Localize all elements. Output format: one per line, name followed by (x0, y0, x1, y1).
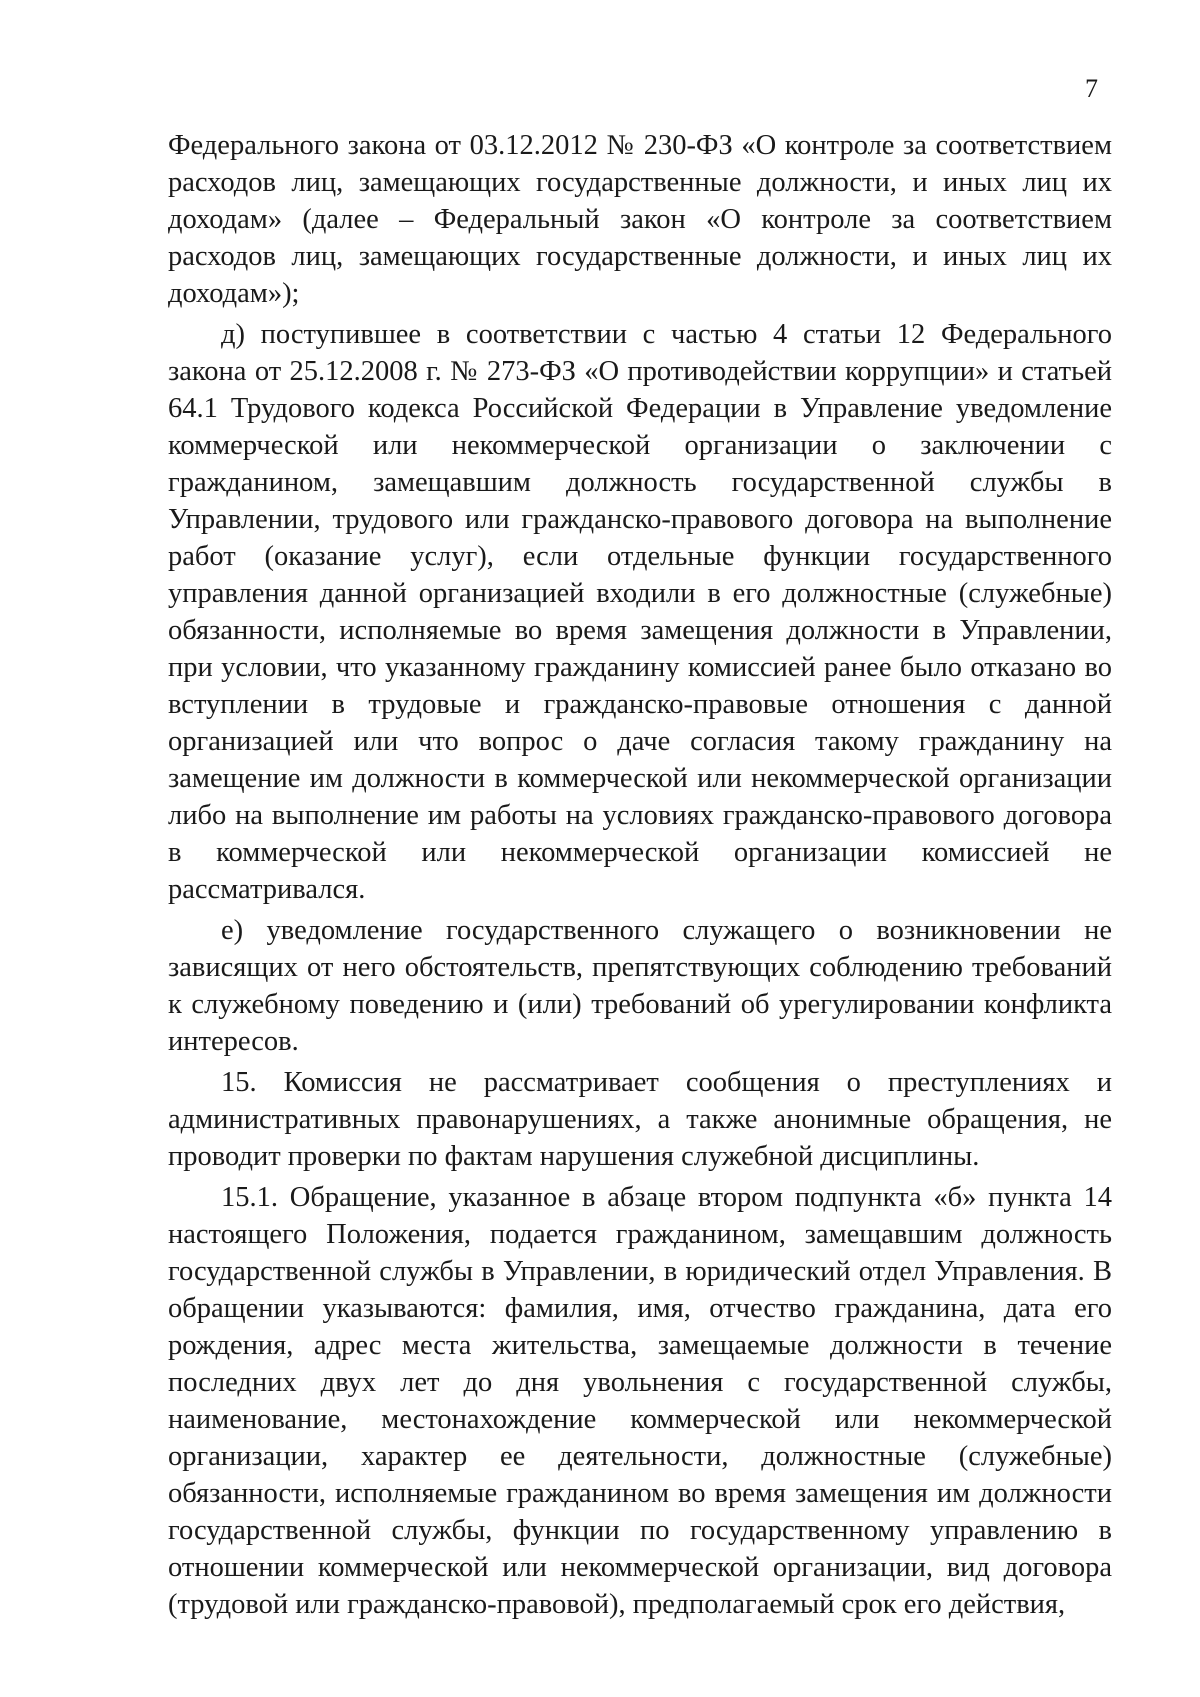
paragraph-item-e: е) уведомление государственного служащего о возникновении не зависящих от него обстоятельств, препятствующих соблюдению требований к служебному поведению и (или) требований об урегулировании конфликта интересов. (168, 915, 1112, 1057)
paragraph-item-d: д) поступившее в соответствии с частью 4 статьи 12 Федерального закона от 25.12.2008 г. № 273-ФЗ «О противодействии коррупции» и статьей 64.1 Трудового кодекса Российской Федерации в Управление уведомление коммерческой или некоммерческой организации о заключении с гражданином, замещавшим должность государственной службы в Управлении, трудового или гражданско-правового договора на выполнение работ (оказание услуг), если отдельные функции государственного управления данной организацией входили в его должностные (служебные) обязанности, исполняемые во время замещения должности в Управлении, при условии, что указанному гражданину комиссией ранее было отказано во вступлении в трудовые и гражданско-правовые отношения с данной организацией или что вопрос о даче согласия такому гражданину на замещение им должности в коммерческой или некоммерческой организации либо на выполнение им работы на условиях гражданско-правового договора в коммерческой или некоммерческой организации комиссией не рассматривался. (168, 319, 1112, 905)
paragraph-clause-15: 15. Комиссия не рассматривает сообщения о преступлениях и административных правонарушениях, а также анонимные обращения, не проводит проверки по фактам нарушения служебной дисциплины. (168, 1067, 1112, 1172)
document-body (168, 127, 1112, 1623)
paragraph-continuation: Федерального закона от 03.12.2012 № 230-ФЗ «О контроле за соответствием расходов лиц, замещающих государственные должности, и иных лиц их доходам» (далее – Федеральный закон «О контроле за соответствием расходов лиц, замещающих государственные должности, и иных лиц их доходам»); (168, 130, 1112, 309)
paragraph-clause-15-1: 15.1. Обращение, указанное в абзаце втором подпункта «б» пункта 14 настоящего Положения, подается гражданином, замещавшим должность государственной службы в Управлении, в юридический отдел Управления. В обращении указываются: фамилия, имя, отчество гражданина, дата его рождения, адрес места жительства, замещаемые должности в течение последних двух лет до дня увольнения с государственной службы, наименование, местонахождение коммерческой или некоммерческой организации, характер ее деятельности, должностные (служебные) обязанности, исполняемые гражданином во время замещения им должности государственной службы, функции по государственному управлению в отношении коммерческой или некоммерческой организации, вид договора (трудовой или гражданско-правовой), предполагаемый срок его действия, (168, 1182, 1112, 1620)
page-number: 7 (1085, 74, 1098, 103)
